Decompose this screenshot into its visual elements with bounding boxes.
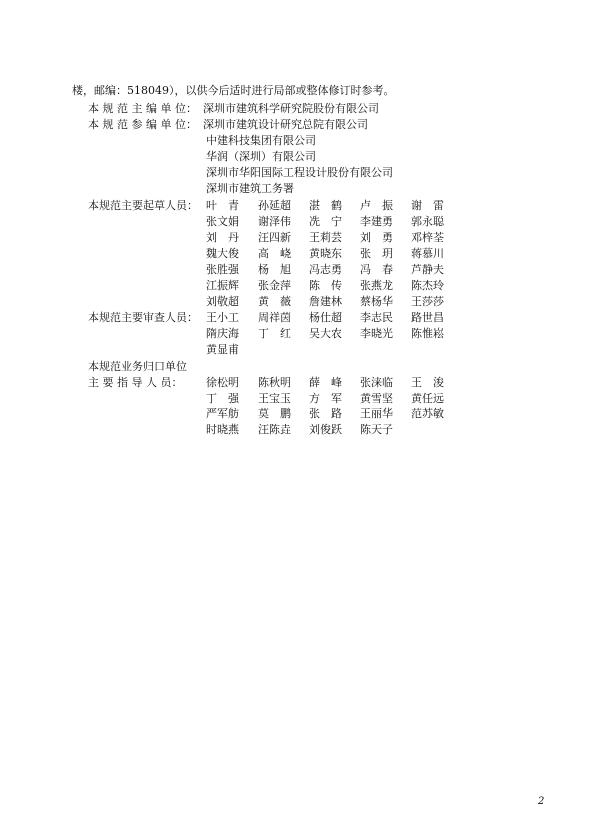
reviewers-label: 本规范主要审查人员： — [88, 311, 198, 324]
guidance-name: 严军舫 — [206, 407, 239, 420]
drafter-name: 詹建林 — [309, 295, 342, 308]
guidance-name: 徐松明 — [206, 376, 239, 389]
reviewer-name: 陈惟崧 — [411, 327, 444, 340]
drafter-name: 蒋慕川 — [411, 247, 444, 260]
drafter-name: 黄晓东 — [309, 247, 342, 260]
guidance-name: 陈秋明 — [258, 376, 291, 389]
drafter-name: 陈杰玲 — [411, 279, 444, 292]
guidance-label: 主 要 指 导 人 员： — [88, 376, 183, 389]
business-unit-label: 本规范业务归口单位 — [88, 360, 187, 373]
drafter-name: 张胜强 — [206, 263, 239, 276]
reviewer-name: 杨仕超 — [309, 311, 342, 324]
drafter-name: 叶 青 — [206, 199, 239, 212]
drafter-name: 王莎莎 — [411, 295, 444, 308]
guidance-name: 方 军 — [309, 391, 342, 405]
drafter-name: 邓梓荃 — [411, 231, 444, 244]
intro-line: 楼，邮编：518049），以供今后适时进行局部或整体修订时参考。 — [72, 84, 395, 97]
guidance-name: 王宝玉 — [258, 391, 291, 405]
guidance-name: 王丽华 — [360, 407, 393, 420]
drafter-name: 谢 雷 — [411, 199, 444, 212]
chief-unit-label: 本 规 范 主 编 单 位： — [88, 102, 197, 115]
drafter-name: 王莉芸 — [309, 231, 342, 244]
reviewer-name: 隋庆海 — [206, 327, 239, 340]
drafter-name: 陈 传 — [309, 279, 342, 292]
drafter-name: 魏大俊 — [206, 247, 239, 260]
drafter-name: 刘敬超 — [206, 295, 239, 308]
drafter-name: 冯志勇 — [309, 263, 342, 276]
drafter-name: 张 玥 — [360, 247, 393, 260]
drafter-name: 蔡杨华 — [360, 295, 393, 308]
drafter-name: 张金萍 — [258, 279, 291, 292]
drafter-name: 谢泽伟 — [258, 215, 291, 228]
participating-unit: 中建科技集团有限公司 — [206, 134, 316, 147]
participating-unit: 华润（深圳）有限公司 — [206, 150, 316, 163]
participating-unit: 深圳市华阳国际工程设计股份有限公司 — [206, 166, 393, 179]
drafter-name: 郭永聪 — [411, 215, 444, 228]
drafter-name: 江振辉 — [206, 279, 239, 292]
drafters-label: 本规范主要起草人员： — [88, 199, 198, 212]
drafter-name: 杨 旭 — [258, 263, 291, 276]
guidance-name: 黄任远 — [411, 391, 444, 405]
guidance-name: 时晓燕 — [206, 422, 239, 436]
guidance-name: 陈天子 — [360, 422, 393, 436]
drafter-name: 张文娟 — [206, 215, 239, 228]
drafter-name: 张燕龙 — [360, 279, 393, 292]
guidance-name: 莫 鹏 — [258, 407, 291, 420]
page-number: 2 — [538, 796, 545, 807]
participating-unit: 深圳市建筑工务署 — [206, 182, 294, 195]
reviewer-name: 李晓光 — [360, 327, 393, 340]
reviewer-name: 丁 红 — [258, 327, 291, 340]
guidance-name: 张涞临 — [360, 376, 393, 389]
reviewer-name: 路世昌 — [411, 311, 444, 324]
drafter-name: 刘 丹 — [206, 231, 239, 244]
drafter-name: 芦静夫 — [411, 263, 444, 276]
participating-units-label: 本 规 范 参 编 单 位： — [88, 118, 197, 131]
drafter-name: 高 峣 — [258, 247, 291, 260]
guidance-name: 张 路 — [309, 407, 342, 420]
reviewer-name: 黄显甫 — [206, 343, 239, 356]
participating-unit: 深圳市建筑设计研究总院有限公司 — [203, 118, 368, 131]
chief-unit-value: 深圳市建筑科学研究院股份有限公司 — [203, 102, 379, 115]
guidance-name: 刘俊跃 — [309, 422, 342, 436]
guidance-name: 汪陈垚 — [258, 422, 291, 436]
drafter-name: 冯 春 — [360, 263, 393, 276]
drafter-name: 黄 薇 — [258, 295, 291, 308]
reviewer-name: 李志民 — [360, 311, 393, 324]
drafter-name: 湛 鹤 — [309, 199, 342, 212]
guidance-name: 薛 峰 — [309, 376, 342, 389]
reviewer-name: 王小工 — [206, 311, 239, 324]
reviewer-name: 吴大农 — [309, 327, 342, 340]
drafter-name: 冼 宁 — [309, 215, 342, 228]
drafter-name: 卢 振 — [360, 199, 393, 212]
drafter-name: 汪四新 — [258, 231, 291, 244]
guidance-name: 黄雪坚 — [360, 391, 393, 405]
guidance-name: 丁 强 — [206, 391, 239, 405]
reviewer-name: 周祥茵 — [258, 311, 291, 324]
guidance-name: 范苏敏 — [411, 407, 444, 420]
guidance-name: 王 浚 — [411, 376, 444, 389]
drafter-name: 刘 勇 — [360, 231, 393, 244]
drafter-name: 孙延超 — [258, 199, 291, 212]
drafter-name: 李建勇 — [360, 215, 393, 228]
